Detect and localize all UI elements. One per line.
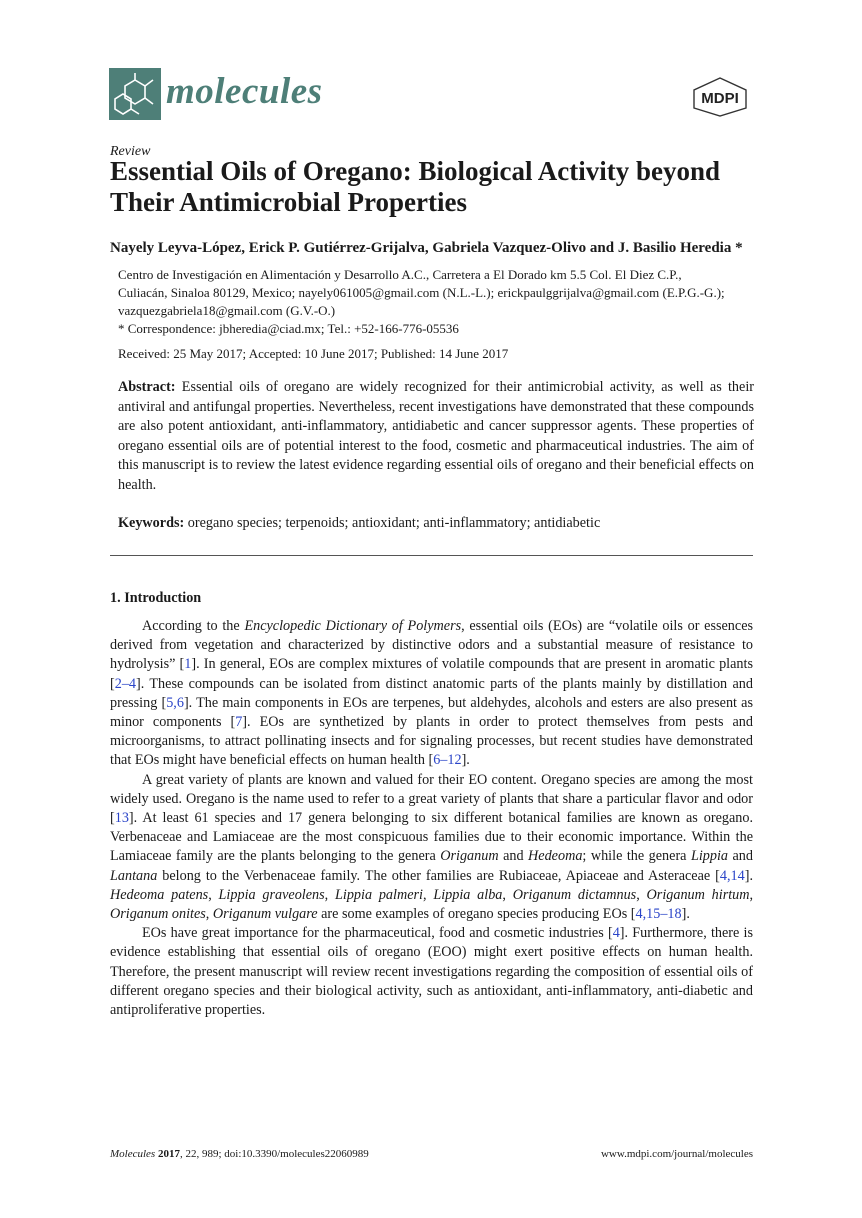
citation-link[interactable]: 4,14 <box>719 867 745 884</box>
affiliation-line: vazquezgabriela18@gmail.com (G.V.-O.) <box>118 303 336 318</box>
abstract <box>118 378 754 496</box>
citation-link[interactable]: 5,6 <box>166 694 184 711</box>
article-title: Essential Oils of Oregano: Biological Activity beyond Their Antimicrobial Properties <box>110 156 721 217</box>
article-type: Review <box>110 144 151 159</box>
keywords-label: Keywords: <box>118 515 185 531</box>
italic-term: Lippia alba <box>433 886 503 903</box>
citation-link[interactable]: 7 <box>235 714 243 731</box>
italic-term: Hedeoma patens <box>110 886 209 903</box>
citation-link[interactable]: 4,15–18 <box>635 906 682 923</box>
citation-link[interactable]: 4 <box>612 925 620 942</box>
italic-term: Origanum hirtum <box>646 886 750 903</box>
italic-term: Hedeoma <box>528 848 583 865</box>
journal-logo-icon <box>109 68 161 120</box>
footer-year: 2017 <box>157 1148 180 1160</box>
italic-term: Lippia <box>690 848 729 865</box>
citation-link[interactable]: 6–12 <box>433 752 462 769</box>
publication-dates: Received: 25 May 2017; Accepted: 10 June 2017; Published: 14 June 2017 <box>118 346 509 361</box>
paragraph: According to the Encyclopedic Dictionary of Polymers, essential oils (EOs) are “volatile oils or essences derived from vegetation and characterized by distinctive odors and a substantial measure of resistance to hydrolysis” [1]. In general, EOs are complex mixtures of volatile compounds that are present in aromatic plants [2–4]. These compounds can be isolated from distinct anatomic parts of the plants mainly by distillation and pressing [5,6]. The main components in EOs are terpenes, but aldehydes, alcohols and esters are also present as minor components [7]. EOs are synthetized by plants in order to protect themselves from pests and microorganisms, to attract pollinating insects and for signaling processes, but recent studies have demonstrated that EOs might have beneficial effects on human health [6–12]. <box>110 618 754 769</box>
italic-term: Lippia graveolens <box>218 886 325 903</box>
abstract-text: Essential oils of oregano are widely recognized for their antimicrobial activity, as well as their antiviral and antifungal properties. Nevertheless, recent investigations have demonstrated that these compounds are also potent antioxidant, anti-inflammatory, antidiabetic and cancer suppressor agents. These properties of oregano essential oils are of potential interest to the food, cosmetic and pharmaceutical industries. The aim of this manuscript is to review the latest evidence regarding essential oils of oregano and their beneficial effects on health. <box>118 379 754 493</box>
affiliation-line: Centro de Investigación en Alimentación y Desarrollo A.C., Carretera a El Dorado km 5.5 Col. El Diez C.P., <box>118 267 682 282</box>
keywords <box>118 514 754 534</box>
footer-url[interactable]: www.mdpi.com/journal/molecules <box>600 1148 753 1160</box>
citation-link[interactable]: 2–4 <box>114 675 137 692</box>
italic-term: Lantana <box>110 867 158 884</box>
paragraph: A great variety of plants are known and valued for their EO content. Oregano species are among the most widely used. Oregano is the name used to refer to a great variety of plants that share a particular flavor and odor [13]. At least 61 species and 17 genera belonging to six different botanical families are known as oregano. Verbenaceae and Lamiaceae are the most conspicuous families due to their economic importance. Within the Lamiaceae family are the plants belonging to the genera Origanum and Hedeoma; while the genera Lippia and Lantana belong to the Verbenaceae family. The other families are Rubiaceae, Apiaceae and Asteraceae [4,14]. Hedeoma patens, Lippia graveolens, Lippia palmeri, Lippia alba, Origanum dictamnus, Origanum hirtum, Origanum onites, Origanum vulgare are some examples of oregano species producing EOs [4,15–18]. <box>110 771 754 923</box>
footer-citation: Molecules 2017, 22, 989; doi:10.3390/molecules22060989 <box>110 1148 369 1160</box>
citation-link[interactable]: 1 <box>184 656 192 673</box>
footer-journal: Molecules <box>110 1148 156 1160</box>
correspondence: * Correspondence: jbheredia@ciad.mx; Tel.: +52-166-776-05536 <box>118 321 459 336</box>
citation-link[interactable]: 13 <box>114 810 129 827</box>
divider <box>110 555 753 556</box>
italic-term: Lippia palmeri <box>335 886 423 903</box>
author-list: Nayely Leyva-López, Erick P. Gutiérrez-Grijalva, Gabriela Vazquez-Olivo and J. Basilio Heredia * <box>110 240 743 256</box>
italic-term: Encyclopedic Dictionary of Polymers <box>244 618 462 634</box>
publisher-name: MDPI <box>701 90 739 107</box>
paragraph: EOs have great importance for the pharmaceutical, food and cosmetic industries [4]. Furthermore, there is evidence establishing that essential oils of oregano (EOO) might exert positive effects on human health. Therefore, the present manuscript will review recent investigations regarding the composition of essential oils of different oregano species and their biological activity, such as antioxidant, anti-inflammatory, anti-diabetic and antiproliferative properties. <box>110 925 753 1019</box>
section-body <box>110 617 753 1020</box>
journal-name: molecules <box>166 71 323 112</box>
abstract-label: Abstract: <box>118 379 176 395</box>
italic-term: Origanum dictamnus <box>512 886 637 903</box>
italic-term: Origanum <box>440 848 499 865</box>
affiliation-line: Culiacán, Sinaloa 80129, Mexico; nayely061005@gmail.com (N.L.-L.); erickpaulggrijalva@gmail.com (E.P.G.-G.); <box>118 285 725 300</box>
italic-term: Origanum vulgare <box>212 906 318 923</box>
keywords-text: oregano species; terpenoids; antioxidant; anti-inflammatory; antidiabetic <box>184 515 601 531</box>
mdpi-logo-icon <box>688 76 752 118</box>
italic-term: Origanum onites <box>110 906 206 923</box>
affiliation <box>118 266 768 320</box>
section-heading: 1. Introduction <box>110 590 202 606</box>
